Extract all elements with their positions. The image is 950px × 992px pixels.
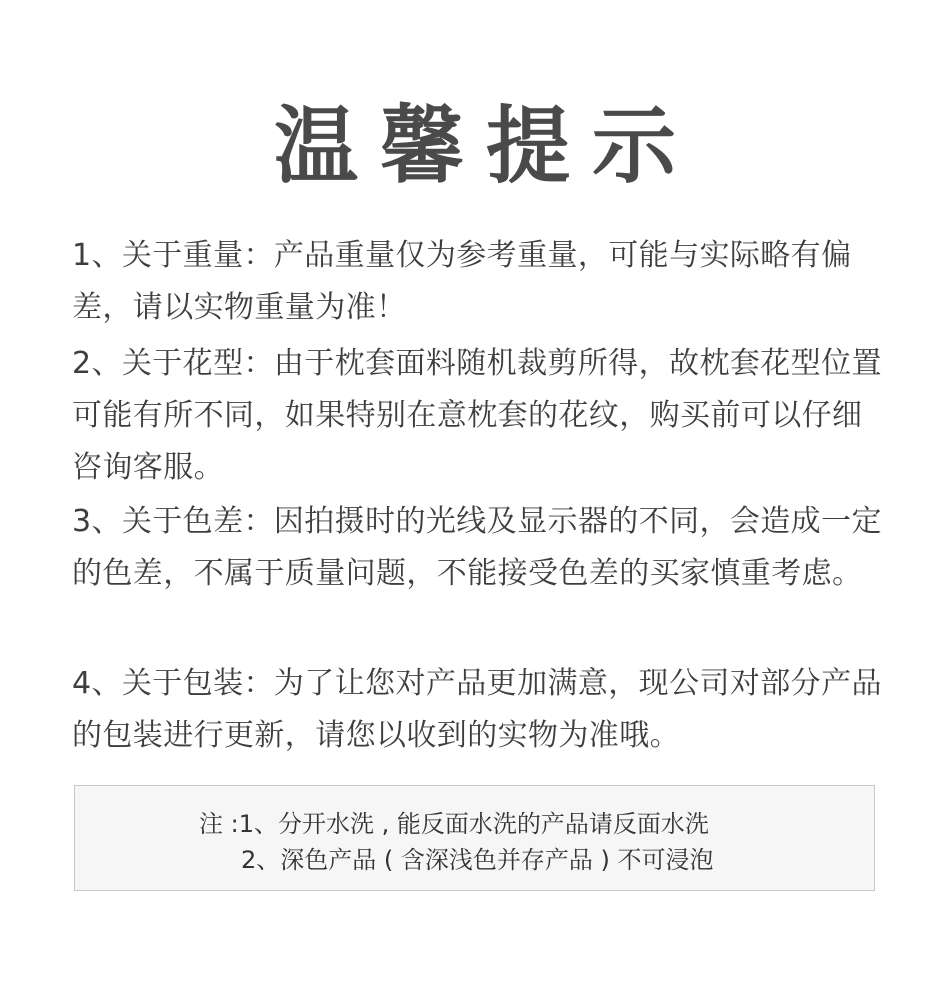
page-title: 温馨提示: [273, 97, 698, 195]
notice-color-difference: 3、关于色差：因拍摄时的光线及显示器的不同，会造成一定的色差，不属于质量问题，不能接受色差的买家慎重考虑。: [72, 504, 882, 591]
washing-note-box: [74, 785, 875, 891]
washing-note-line-2: 2、深色产品 ( 含深浅色并存产品 ) 不可浸泡: [241, 846, 714, 874]
notice-pattern: 2、关于花型：由于枕套面料随机裁剪所得，故枕套花型位置可能有所不同，如果特别在意枕套的花纹，购买前可以仔细咨询客服。: [72, 346, 882, 485]
washing-note-line-1: 注 :1、分开水洗 , 能反面水洗的产品请反面水洗: [199, 810, 709, 838]
notice-packaging: 4、关于包装：为了让您对产品更加满意，现公司对部分产品的包装进行更新，请您以收到的实物为准哦。: [72, 666, 882, 753]
notice-weight: 1、关于重量：产品重量仅为参考重量，可能与实际略有偏差，请以实物重量为准！: [72, 238, 852, 325]
